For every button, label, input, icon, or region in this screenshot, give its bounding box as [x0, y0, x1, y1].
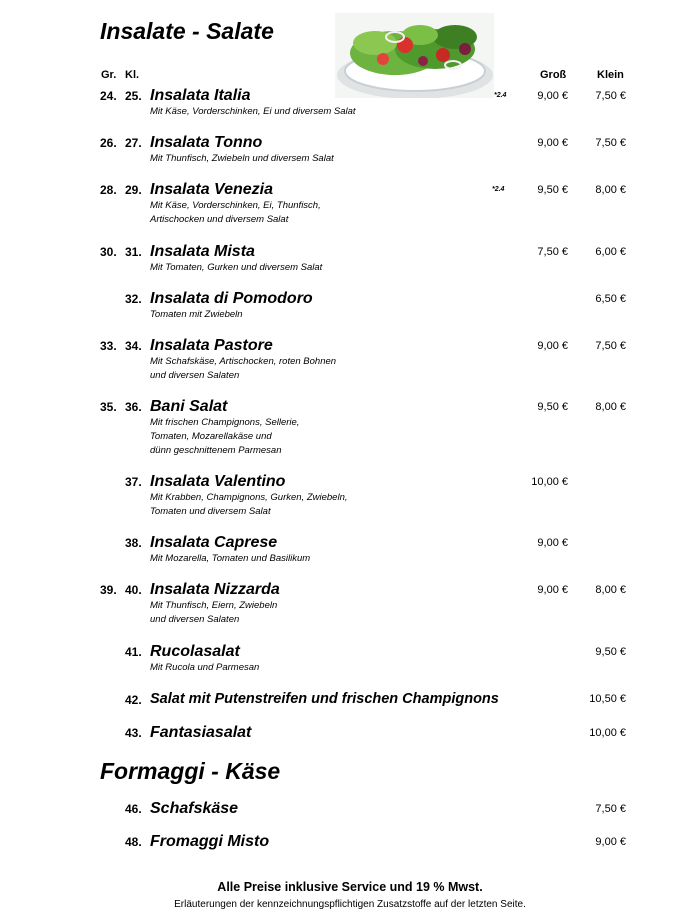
item-name: Fromaggi Misto — [150, 833, 270, 850]
item-number-gr: 28. — [100, 183, 117, 197]
item-number-kl: 27. — [125, 136, 142, 150]
item-name: Insalata Tonno — [150, 134, 263, 151]
item-description: und diversen Salaten — [150, 370, 240, 381]
item-price-klein: 7,50 € — [595, 803, 626, 815]
column-header-kl: Kl. — [125, 69, 140, 81]
item-name: Rucolasalat — [150, 643, 240, 660]
item-price-klein: 7,50 € — [595, 340, 626, 352]
item-price-klein: 10,50 € — [589, 693, 626, 705]
item-price-klein: 6,50 € — [595, 293, 626, 305]
item-name: Fantasiasalat — [150, 724, 252, 741]
item-number-kl: 41. — [125, 645, 142, 659]
section-title-salads: Insalate - Salate — [100, 18, 274, 44]
item-price-gross: 10,00 € — [531, 476, 568, 488]
item-name: Schafskäse — [150, 800, 239, 817]
column-header-gross: Groß — [540, 69, 567, 81]
item-description: Mit frischen Champignons, Sellerie, — [150, 417, 300, 428]
item-name: Bani Salat — [150, 398, 228, 415]
item-description: Mit Käse, Vorderschinken, Ei und diversem Salat — [150, 106, 356, 117]
item-price-klein: 8,00 € — [595, 584, 626, 596]
item-name: Insalata Nizzarda — [150, 581, 280, 598]
footer-additives-note: Erläuterungen der kennzeichnungspflichtigen Zusatzstoffe auf der letzten Seite. — [174, 899, 526, 910]
item-description: und diversen Salaten — [150, 614, 240, 625]
item-description: Mit Thunfisch, Eiern, Zwiebeln — [150, 600, 278, 611]
item-number-gr: 33. — [100, 339, 117, 353]
salad-photo — [335, 13, 494, 98]
item-price-klein: 8,00 € — [595, 401, 626, 413]
section-title-cheese: Formaggi - Käse — [100, 758, 281, 784]
item-number-gr: 35. — [100, 400, 117, 414]
footer-tax-note: Alle Preise inklusive Service und 19 % Mwst. — [217, 880, 483, 894]
item-description: Mit Schafskäse, Artischocken, roten Bohnen — [150, 356, 337, 367]
item-number-kl: 42. — [125, 693, 142, 707]
item-price-klein: 8,00 € — [595, 184, 626, 196]
item-price-klein: 9,50 € — [595, 646, 626, 658]
item-number-kl: 43. — [125, 726, 142, 740]
item-price-gross: 9,50 € — [537, 184, 568, 196]
item-number-kl: 36. — [125, 400, 142, 414]
item-price-gross: 7,50 € — [537, 246, 568, 258]
item-description: Mit Mozarella, Tomaten und Basilikum — [150, 553, 311, 564]
item-number-kl: 48. — [125, 835, 142, 849]
item-price-gross: 9,00 € — [537, 137, 568, 149]
item-number-kl: 37. — [125, 475, 142, 489]
item-description: Mit Tomaten, Gurken und diversem Salat — [150, 262, 323, 273]
item-description: dünn geschnittenem Parmesan — [150, 445, 282, 456]
item-number-kl: 34. — [125, 339, 142, 353]
item-description: Artischocken und diversem Salat — [150, 214, 289, 225]
item-price-gross: 9,00 € — [537, 340, 568, 352]
item-number-kl: 31. — [125, 245, 142, 259]
item-name: Insalata Caprese — [150, 534, 278, 551]
item-note: *2.4 — [494, 92, 507, 99]
item-price-gross: 9,00 € — [537, 537, 568, 549]
item-price-klein: 10,00 € — [589, 727, 626, 739]
item-name: Insalata Valentino — [150, 473, 286, 490]
item-note: *2.4 — [492, 186, 505, 193]
item-price-gross: 9,00 € — [537, 584, 568, 596]
item-price-klein: 6,00 € — [595, 246, 626, 258]
item-description: Tomaten und diversem Salat — [150, 506, 271, 517]
item-price-klein: 9,00 € — [595, 836, 626, 848]
item-number-kl: 40. — [125, 583, 142, 597]
item-number-gr: 24. — [100, 89, 117, 103]
item-name: Insalata Pastore — [150, 337, 273, 354]
item-number-kl: 46. — [125, 802, 142, 816]
item-description: Tomaten, Mozarellakäse und — [150, 431, 272, 442]
column-header-gr: Gr. — [101, 69, 117, 81]
item-price-klein: 7,50 € — [595, 90, 626, 102]
item-number-kl: 25. — [125, 89, 142, 103]
item-description: Mit Käse, Vorderschinken, Ei, Thunfisch, — [150, 200, 321, 211]
item-description: Mit Rucola und Parmesan — [150, 662, 260, 673]
item-description: Mit Krabben, Champignons, Gurken, Zwiebeln, — [150, 492, 348, 503]
item-number-gr: 30. — [100, 245, 117, 259]
item-price-gross: 9,00 € — [537, 90, 568, 102]
item-description: Tomaten mit Zwiebeln — [150, 309, 243, 320]
item-number-gr: 39. — [100, 583, 117, 597]
item-name: Insalata Venezia — [150, 181, 274, 198]
item-price-klein: 7,50 € — [595, 137, 626, 149]
item-name: Salat mit Putenstreifen und frischen Champignons — [150, 691, 499, 707]
item-name: Insalata Mista — [150, 243, 255, 260]
item-number-kl: 29. — [125, 183, 142, 197]
item-description: Mit Thunfisch, Zwiebeln und diversem Salat — [150, 153, 334, 164]
item-number-kl: 38. — [125, 536, 142, 550]
item-name: Insalata di Pomodoro — [150, 290, 313, 307]
column-header-klein: Klein — [597, 69, 624, 81]
item-number-kl: 32. — [125, 292, 142, 306]
item-number-gr: 26. — [100, 136, 117, 150]
item-name: Insalata Italia — [150, 87, 251, 104]
item-price-gross: 9,50 € — [537, 401, 568, 413]
